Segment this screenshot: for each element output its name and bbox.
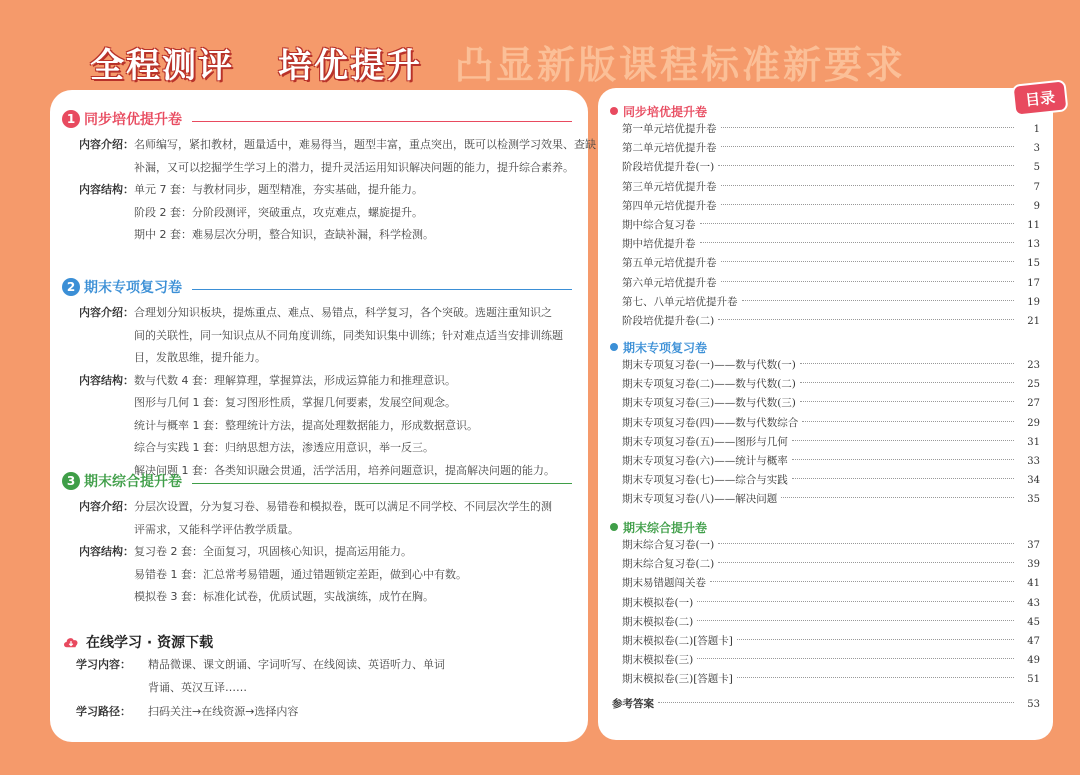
intro-row	[62, 179, 572, 247]
row-line: 评需求，又能科学评估教学质量。	[134, 522, 299, 536]
toc-leader	[721, 281, 1015, 282]
toc-item-title: 期末综合复习卷(二)	[622, 558, 715, 571]
row-line: 综合与实践 1 套：归纳思想方法，渗透应用意识，举一反三。	[134, 441, 434, 454]
section-divider	[192, 121, 572, 122]
toc-item[interactable]	[610, 312, 1040, 331]
toc-page-number: 39	[1027, 559, 1040, 571]
row-line: 背诵、英汉互译……	[148, 680, 247, 694]
toc-section-title: 同步培优提升卷	[623, 104, 708, 119]
slogan-sub: 凸显新版课程标准新要求	[455, 42, 907, 87]
toc-item[interactable]	[610, 120, 1040, 139]
section-title: 同步培优提升卷	[84, 112, 182, 128]
toc-answers-label: 参考答案	[612, 698, 654, 710]
toc-item[interactable]	[610, 452, 1040, 471]
toc-leader	[700, 223, 1015, 224]
toc-item[interactable]	[610, 613, 1040, 632]
toc-leader	[718, 543, 1014, 544]
toc-page-number: 29	[1027, 417, 1040, 429]
toc-leader	[792, 459, 1014, 460]
toc-item-title: 第三单元培优提升卷	[622, 180, 717, 193]
row-line: 精品微课、课文朗诵、字词听写、在线阅读、英语听力、单词	[148, 658, 445, 671]
section-title: 期末综合提升卷	[84, 474, 182, 490]
toc-page-number: 23	[1027, 360, 1040, 371]
toc-item[interactable]	[610, 394, 1040, 413]
toc-leader	[718, 562, 1014, 563]
toc-page-number: 37	[1027, 540, 1040, 551]
toc-page-number: 35	[1027, 494, 1040, 506]
toc-page-number: 34	[1027, 475, 1040, 487]
toc-tab: 目录	[1011, 79, 1068, 116]
toc-page-number: 5	[1033, 162, 1040, 174]
toc-leader	[721, 185, 1015, 186]
online-learning-section	[62, 630, 572, 724]
toc-item[interactable]	[610, 178, 1040, 197]
toc-leader	[802, 421, 1014, 422]
row-line: 模拟卷 3 套：标准化试卷，优质试题，实战演练，成竹在胸。	[134, 590, 434, 603]
toc-item-title: 第二单元培优提升卷	[622, 142, 717, 155]
toc-item[interactable]	[610, 235, 1040, 254]
row-label: 学习内容：	[76, 658, 131, 671]
toc-item-title: 第五单元培优提升卷	[622, 257, 717, 270]
toc-item[interactable]	[610, 254, 1040, 273]
toc-item-title: 第四单元培优提升卷	[622, 199, 717, 212]
toc-item[interactable]	[610, 594, 1040, 613]
row-line: 阶段 2 套：分阶段测评，突破重点，攻克难点，螺旋提升。	[134, 205, 423, 219]
toc-item[interactable]	[610, 216, 1040, 235]
row-label: 内容介绍：	[79, 500, 134, 513]
toc-item[interactable]	[610, 471, 1040, 490]
toc-item[interactable]	[610, 158, 1040, 177]
toc-item[interactable]	[610, 651, 1040, 670]
toc-leader	[792, 440, 1014, 441]
row-label: 内容结构：	[79, 183, 134, 196]
intro-row	[62, 370, 572, 483]
toc-item[interactable]	[610, 433, 1040, 452]
row-text	[148, 654, 572, 699]
toc-item-title: 期末专项复习卷(二)——数与代数(二)	[622, 378, 796, 391]
row-line: 解决问题 1 套：各类知识融会贯通，活学活用，培养问题意识，提高解决问题的能力。	[134, 463, 555, 477]
online-row	[62, 654, 572, 699]
toc-leader	[781, 497, 1014, 498]
toc-section	[610, 518, 1040, 690]
toc-item-title: 期末模拟卷(三)	[622, 654, 694, 667]
toc-leader	[800, 401, 1014, 402]
row-line: 补漏，又可以挖掘学生学习上的潜力，提升灵活运用知识解决问题的能力，提升综合素养。	[134, 160, 574, 174]
toc-page-number: 11	[1027, 219, 1040, 231]
toc-leader	[721, 204, 1015, 205]
section-dot-icon	[610, 523, 618, 531]
section-divider	[192, 483, 572, 484]
section-dot-icon	[610, 107, 618, 115]
row-line: 分层次设置，分为复习卷、易错卷和模拟卷，既可以满足不同学校、不同层次学生的测	[134, 500, 552, 513]
toc-answers[interactable]	[610, 695, 1040, 714]
toc-leader	[700, 242, 1015, 243]
row-text	[134, 302, 572, 370]
online-title: 在线学习 · 资源下载	[86, 635, 214, 651]
toc-section-title: 期末综合提升卷	[623, 520, 708, 535]
row-line: 合理划分知识板块，提炼重点、难点、易错点，科学复习，各个突破。选题注重知识之	[134, 306, 552, 319]
toc-item[interactable]	[610, 375, 1040, 394]
toc-item[interactable]	[610, 536, 1040, 555]
toc-item-title: 期末模拟卷(一)	[622, 596, 694, 609]
row-label: 内容介绍：	[79, 306, 134, 319]
slogan-main-1: 全程测评	[90, 46, 234, 86]
toc-page-number: 1	[1033, 124, 1040, 135]
toc-page-number: 17	[1027, 277, 1040, 289]
row-line: 易错卷 1 套：汇总常考易错题，通过错题锁定差距，做到心中有数。	[134, 567, 467, 581]
toc-item[interactable]	[610, 670, 1040, 689]
toc-item-title: 期末专项复习卷(五)——图形与几何	[622, 435, 788, 448]
row-label: 学习路径：	[76, 705, 131, 718]
toc-item[interactable]	[610, 197, 1040, 216]
toc-leader	[658, 702, 1014, 703]
toc-item[interactable]	[610, 555, 1040, 574]
toc-page-number: 43	[1027, 597, 1040, 609]
toc-item-title: 阶段培优提升卷(二)	[622, 314, 715, 327]
toc-item-title: 第一单元培优提升卷	[622, 123, 717, 135]
top-banner	[0, 0, 1080, 90]
toc-page-number: 31	[1027, 436, 1040, 448]
intro-section	[62, 470, 572, 609]
toc-page-number: 51	[1027, 674, 1040, 686]
toc-item-title: 期末模拟卷(二)[答题卡]	[622, 634, 733, 647]
online-row	[62, 701, 572, 724]
toc-item[interactable]	[610, 414, 1040, 433]
row-line: 单元 7 套：与教材同步，题型精准，夯实基础，提升能力。	[134, 183, 423, 196]
row-label: 内容结构：	[79, 373, 134, 387]
slogan-main-2: 培优提升	[278, 46, 422, 86]
toc-page-number: 19	[1027, 296, 1040, 308]
section-number-badge: 3	[62, 472, 80, 490]
intro-row	[62, 134, 596, 179]
row-label: 内容结构：	[79, 545, 134, 558]
toc-item-title: 第七、八单元培优提升卷	[622, 295, 738, 308]
section-number-badge: 2	[62, 278, 80, 296]
toc-item[interactable]	[610, 490, 1040, 509]
toc-item-title: 阶段培优提升卷(一)	[622, 161, 715, 174]
toc-item[interactable]	[610, 293, 1040, 312]
toc-page-number: 53	[1027, 699, 1040, 710]
section-title: 期末专项复习卷	[84, 280, 182, 296]
toc-section	[610, 102, 1040, 331]
toc-leader	[697, 658, 1014, 659]
toc-item-title: 期末易错题闯关卷	[622, 577, 706, 590]
toc-item-title: 期中培优提升卷	[622, 238, 696, 251]
toc-leader	[721, 146, 1015, 147]
toc-item-title: 期末专项复习卷(六)——统计与概率	[622, 454, 788, 467]
row-line: 统计与概率 1 套：整理统计方法，提高处理数据能力，形成数据意识。	[134, 418, 478, 432]
row-text	[148, 701, 572, 724]
toc-item-title: 第六单元培优提升卷	[622, 276, 717, 289]
row-label: 内容介绍：	[79, 138, 134, 151]
toc-leader	[737, 677, 1014, 678]
toc-section	[610, 338, 1040, 510]
toc-leader	[800, 363, 1014, 364]
toc-item[interactable]	[610, 574, 1040, 593]
toc-page-number: 13	[1027, 239, 1040, 251]
toc-leader	[697, 620, 1014, 621]
toc-item-title: 期末专项复习卷(八)——解决问题	[622, 493, 778, 506]
intro-row	[62, 302, 572, 370]
toc-leader	[721, 127, 1015, 128]
toc-leader	[718, 319, 1014, 320]
toc-page-number: 7	[1033, 181, 1040, 193]
section-dot-icon	[610, 343, 618, 351]
toc-item-title: 期末模拟卷(三)[答题卡]	[622, 673, 733, 686]
toc-page-number: 25	[1027, 379, 1040, 391]
toc-page-number: 15	[1027, 258, 1040, 270]
row-line: 名师编写，紧扣教材，题量适中，难易得当，题型丰富，重点突出，既可以检测学习效果、查缺	[134, 138, 596, 151]
toc-leader	[800, 382, 1014, 383]
toc-page-number: 47	[1027, 635, 1040, 647]
intro-row	[62, 541, 572, 609]
toc-leader	[742, 300, 1015, 301]
toc-item[interactable]	[610, 139, 1040, 158]
row-line: 期中 2 套：难易层次分明，整合知识，查缺补漏，科学检测。	[134, 228, 434, 241]
row-line: 目，发散思维，提升能力。	[134, 351, 266, 364]
toc-item-title: 期末综合复习卷(一)	[622, 539, 715, 551]
toc-page-number: 45	[1027, 616, 1040, 628]
toc-leader	[718, 165, 1014, 166]
toc-leader	[737, 639, 1014, 640]
intro-section	[62, 276, 572, 482]
toc-page-number: 27	[1027, 398, 1040, 410]
row-text	[134, 541, 572, 609]
toc-item-title: 期末专项复习卷(四)——数与代数综合	[622, 416, 799, 429]
row-text	[134, 370, 572, 483]
toc-item[interactable]	[610, 632, 1040, 651]
row-line: 扫码关注→在线资源→选择内容	[148, 705, 299, 718]
intro-row	[62, 496, 572, 541]
toc-page-number: 33	[1027, 455, 1040, 467]
intro-section	[62, 108, 596, 247]
toc-leader	[721, 261, 1015, 262]
toc-item-title: 期末专项复习卷(三)——数与代数(三)	[622, 397, 796, 410]
row-line: 复习卷 2 套：全面复习，巩固核心知识，提高运用能力。	[134, 545, 412, 558]
section-number-badge: 1	[62, 110, 80, 128]
toc-page-number: 9	[1033, 200, 1040, 212]
toc-section-title: 期末专项复习卷	[623, 340, 708, 355]
row-text	[134, 496, 572, 541]
intro-panel	[50, 90, 596, 742]
row-line: 图形与几何 1 套：复习图形性质，掌握几何要素，发展空间观念。	[134, 396, 456, 409]
toc-item-title: 期末专项复习卷(七)——综合与实践	[622, 474, 788, 487]
section-divider	[192, 289, 572, 290]
toc-page-number: 41	[1027, 578, 1040, 590]
row-text	[134, 179, 572, 247]
toc-leader	[710, 581, 1014, 582]
toc-leader	[792, 478, 1014, 479]
toc-leader	[697, 601, 1014, 602]
row-line: 间的关联性，同一知识点从不同角度训练，同类知识集中训练；针对难点适当安排训练题	[134, 328, 563, 342]
toc-page-number: 49	[1027, 655, 1040, 667]
row-line: 数与代数 4 套：理解算理，掌握算法，形成运算能力和推理意识。	[134, 373, 456, 387]
toc-item-title: 期末专项复习卷(一)——数与代数(一)	[622, 359, 796, 371]
toc-item[interactable]	[610, 356, 1040, 375]
toc-item-title: 期中综合复习卷	[622, 218, 696, 231]
toc-item-title: 期末模拟卷(二)	[622, 615, 694, 628]
cloud-download-icon	[62, 635, 80, 649]
row-text	[134, 134, 596, 179]
toc-page-number: 3	[1033, 143, 1040, 155]
toc-panel	[598, 88, 1053, 740]
toc-item[interactable]	[610, 274, 1040, 293]
toc-page-number: 21	[1027, 315, 1040, 327]
